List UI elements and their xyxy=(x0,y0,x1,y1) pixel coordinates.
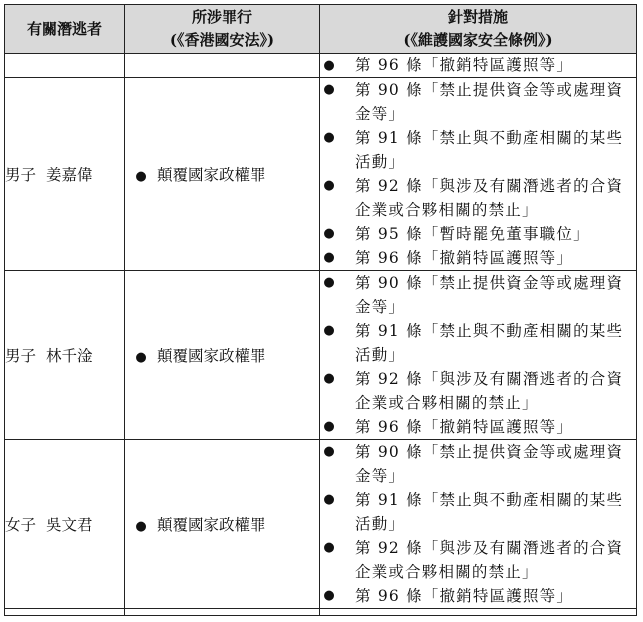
bullet-icon: ● xyxy=(323,371,335,386)
measure-text: 第 90 條「禁止提供資金等或處理資金等」 xyxy=(355,81,624,123)
header-measures-line1: 針對措施 xyxy=(447,8,508,26)
table-row-partial xyxy=(5,609,637,616)
table-row xyxy=(5,440,637,609)
absconder-name: 吳文君 xyxy=(46,516,93,534)
measure-item xyxy=(320,415,636,439)
absconder-cell xyxy=(5,440,125,609)
absconder-name: 姜嘉偉 xyxy=(46,166,93,184)
measure-text: 第 96 條「撤銷特區護照等」 xyxy=(355,56,574,74)
bullet-icon: ● xyxy=(323,226,335,241)
bullet-icon: ● xyxy=(323,58,335,73)
offence-cell xyxy=(125,440,320,609)
offence-text: 顛覆國家政權罪 xyxy=(157,516,266,534)
measure-item xyxy=(320,584,636,608)
header-absconder-label: 有關潛逃者 xyxy=(26,19,102,38)
bullet-icon: ● xyxy=(135,169,147,184)
measure-item xyxy=(320,78,636,126)
bullet-icon: ● xyxy=(323,275,335,290)
bullet-icon: ● xyxy=(323,540,335,555)
bullet-icon: ● xyxy=(323,419,335,434)
measure-text: 第 92 條「與涉及有關潛逃者的合資企業或合夥相關的禁止」 xyxy=(355,177,624,219)
bullet-icon: ● xyxy=(323,588,335,603)
bullet-icon: ● xyxy=(323,250,335,265)
bullet-icon: ● xyxy=(323,178,335,193)
bullet-icon: ● xyxy=(323,323,335,338)
measures-list xyxy=(320,55,636,76)
measure-text: 第 91 條「禁止與不動產相關的某些活動」 xyxy=(355,491,624,533)
measure-item xyxy=(320,440,636,488)
table-row xyxy=(5,54,637,78)
measures-list xyxy=(320,440,636,608)
absconder-cell xyxy=(5,78,125,271)
measure-item xyxy=(320,55,636,76)
offence-text: 顛覆國家政權罪 xyxy=(157,166,266,184)
bullet-icon: ● xyxy=(323,82,335,97)
measure-text: 第 96 條「撤銷特區護照等」 xyxy=(355,418,574,436)
measure-item xyxy=(320,174,636,222)
partial-cell xyxy=(125,609,320,616)
absconder-title: 男子 xyxy=(5,166,37,184)
measure-text: 第 92 條「與涉及有關潛逃者的合資企業或合夥相關的禁止」 xyxy=(355,539,624,581)
offence-cell xyxy=(125,271,320,440)
measure-text: 第 96 條「撤銷特區護照等」 xyxy=(355,587,574,605)
table-body xyxy=(5,54,637,616)
measure-text: 第 95 條「暫時罷免董事職位」 xyxy=(355,225,590,243)
offence-text: 顛覆國家政權罪 xyxy=(157,347,266,365)
measures-table xyxy=(4,4,637,616)
absconder-title: 女子 xyxy=(5,516,37,534)
measures-cell xyxy=(320,271,637,440)
bullet-icon: ● xyxy=(135,350,147,365)
measure-text: 第 96 條「撤銷特區護照等」 xyxy=(355,249,574,267)
table-row xyxy=(5,271,637,440)
measure-item xyxy=(320,536,636,584)
absconder-cell xyxy=(5,271,125,440)
measures-cell xyxy=(320,54,637,78)
measure-item xyxy=(320,319,636,367)
offence-cell xyxy=(125,54,320,78)
measure-text: 第 90 條「禁止提供資金等或處理資金等」 xyxy=(355,274,624,316)
measure-text: 第 92 條「與涉及有關潛逃者的合資企業或合夥相關的禁止」 xyxy=(355,370,624,412)
measure-item xyxy=(320,367,636,415)
measures-list xyxy=(320,78,636,270)
measures-cell xyxy=(320,440,637,609)
table-header-row xyxy=(5,5,637,54)
header-offence-line1: 所涉罪行 xyxy=(191,8,252,26)
header-offence xyxy=(125,5,320,54)
absconder-name: 林千淦 xyxy=(46,347,93,365)
header-absconder xyxy=(5,5,125,54)
measure-item xyxy=(320,126,636,174)
measure-item xyxy=(320,271,636,319)
bullet-icon: ● xyxy=(323,444,335,459)
absconder-title: 男子 xyxy=(5,347,37,365)
measure-item xyxy=(320,222,636,246)
table-row xyxy=(5,78,637,271)
header-measures xyxy=(320,5,637,54)
bullet-icon: ● xyxy=(323,492,335,507)
partial-cell xyxy=(320,609,637,616)
bullet-icon: ● xyxy=(323,130,335,145)
measure-text: 第 91 條「禁止與不動產相關的某些活動」 xyxy=(355,322,624,364)
offence-cell xyxy=(125,78,320,271)
measure-text: 第 90 條「禁止提供資金等或處理資金等」 xyxy=(355,443,624,485)
measure-item xyxy=(320,488,636,536)
partial-cell xyxy=(5,609,125,616)
measures-list xyxy=(320,271,636,439)
measure-text: 第 91 條「禁止與不動產相關的某些活動」 xyxy=(355,129,624,171)
header-measures-line2: (《維護國家安全條例》) xyxy=(403,31,553,49)
bullet-icon: ● xyxy=(135,519,147,534)
absconder-cell xyxy=(5,54,125,78)
measure-item xyxy=(320,246,636,270)
header-offence-line2: (《香港國安法》) xyxy=(169,31,275,49)
measures-cell xyxy=(320,78,637,271)
